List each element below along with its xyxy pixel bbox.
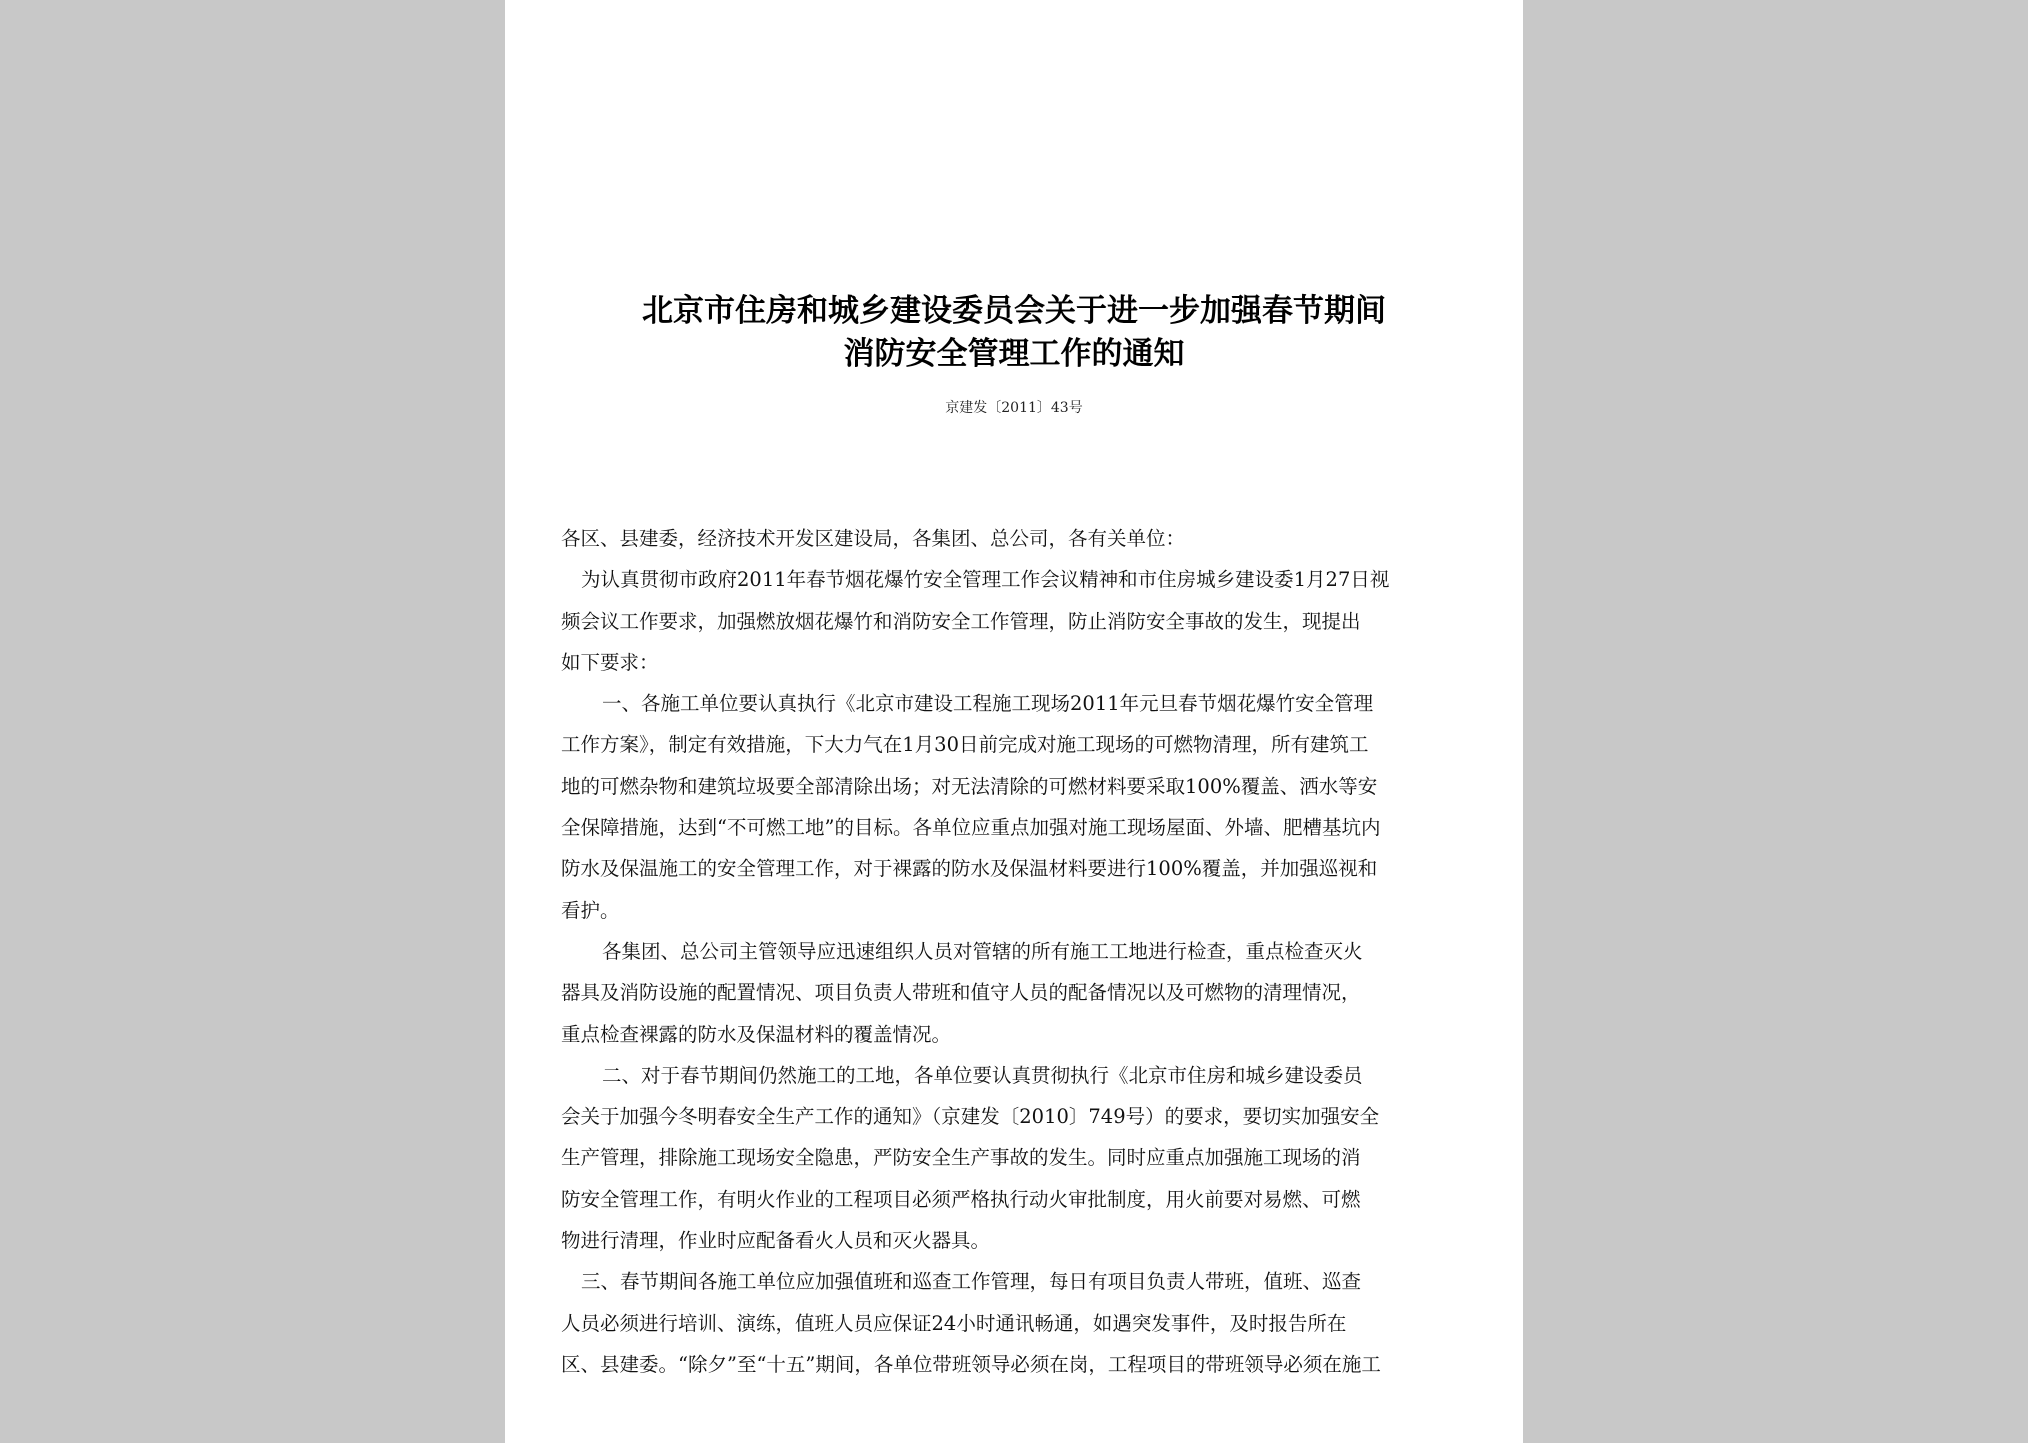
title-line-2: 消防安全管理工作的通知 — [843, 336, 1185, 372]
body-line: 为认真贯彻市政府2011年春节烟花爆竹安全管理工作会议精神和市住房城乡建设委1月27日视 — [581, 568, 1390, 592]
title-line-1: 北京市住房和城乡建设委员会关于进一步加强春节期间 — [642, 293, 1386, 329]
body-line: 各区、县建委，经济技术开发区建设局，各集团、总公司，各有关单位： — [561, 527, 1186, 550]
body-line: 一、各施工单位要认真执行《北京市建设工程施工现场2011年元旦春节烟花爆竹安全管理 — [602, 692, 1374, 716]
body-line: 全保障措施，达到“不可燃工地”的目标。各单位应重点加强对施工现场屋面、外墙、肥槽基坑内 — [561, 816, 1381, 840]
document-page — [505, 0, 1523, 1443]
body-line: 地的可燃杂物和建筑垃圾要全部清除出场；对无法清除的可燃材料要采取100%覆盖、洒水等安 — [561, 774, 1378, 798]
body-line: 工作方案》，制定有效措施，下大力气在1月30日前完成对施工现场的可燃物清理，所有建筑工 — [561, 733, 1369, 757]
document-number: 京建发〔2011〕43号 — [945, 400, 1083, 416]
document-title — [505, 290, 1523, 376]
body-line: 如下要求： — [561, 650, 659, 674]
body-line: 防安全管理工作，有明火作业的工程项目必须严格执行动火审批制度，用火前要对易燃、可燃 — [561, 1187, 1361, 1211]
body-line: 频会议工作要求，加强燃放烟花爆竹和消防安全工作管理，防止消防安全事故的发生，现提出 — [561, 609, 1361, 633]
body-line: 人员必须进行培训、演练，值班人员应保证24小时通讯畅通，如遇突发事件，及时报告所在 — [561, 1311, 1347, 1335]
document-body — [561, 518, 1471, 1385]
body-line: 生产管理，排除施工现场安全隐患，严防安全生产事故的发生。同时应重点加强施工现场的消 — [561, 1146, 1361, 1170]
body-line: 器具及消防设施的配置情况、项目负责人带班和值守人员的配备情况以及可燃物的清理情况， — [561, 981, 1361, 1005]
body-line: 物进行清理，作业时应配备看火人员和灭火器具。 — [561, 1229, 991, 1253]
body-line: 防水及保温施工的安全管理工作，对于裸露的防水及保温材料要进行100%覆盖，并加强巡视和 — [561, 857, 1378, 881]
body-line: 看护。 — [561, 898, 620, 922]
body-line: 各集团、总公司主管领导应迅速组织人员对管辖的所有施工工地进行检查，重点检查灭火 — [602, 939, 1363, 963]
body-line: 区、县建委。“除夕”至“十五”期间，各单位带班领导必须在岗，工程项目的带班领导必须在施工 — [561, 1352, 1381, 1376]
body-line: 三、春节期间各施工单位应加强值班和巡查工作管理，每日有项目负责人带班，值班、巡查 — [581, 1270, 1362, 1294]
body-line: 重点检查裸露的防水及保温材料的覆盖情况。 — [561, 1022, 952, 1046]
body-line: 会关于加强今冬明春安全生产工作的通知》（京建发〔2010〕749号）的要求，要切实加强安全 — [561, 1105, 1380, 1129]
body-line: 二、对于春节期间仍然施工的工地，各单位要认真贯彻执行《北京市住房和城乡建设委员 — [602, 1063, 1363, 1087]
